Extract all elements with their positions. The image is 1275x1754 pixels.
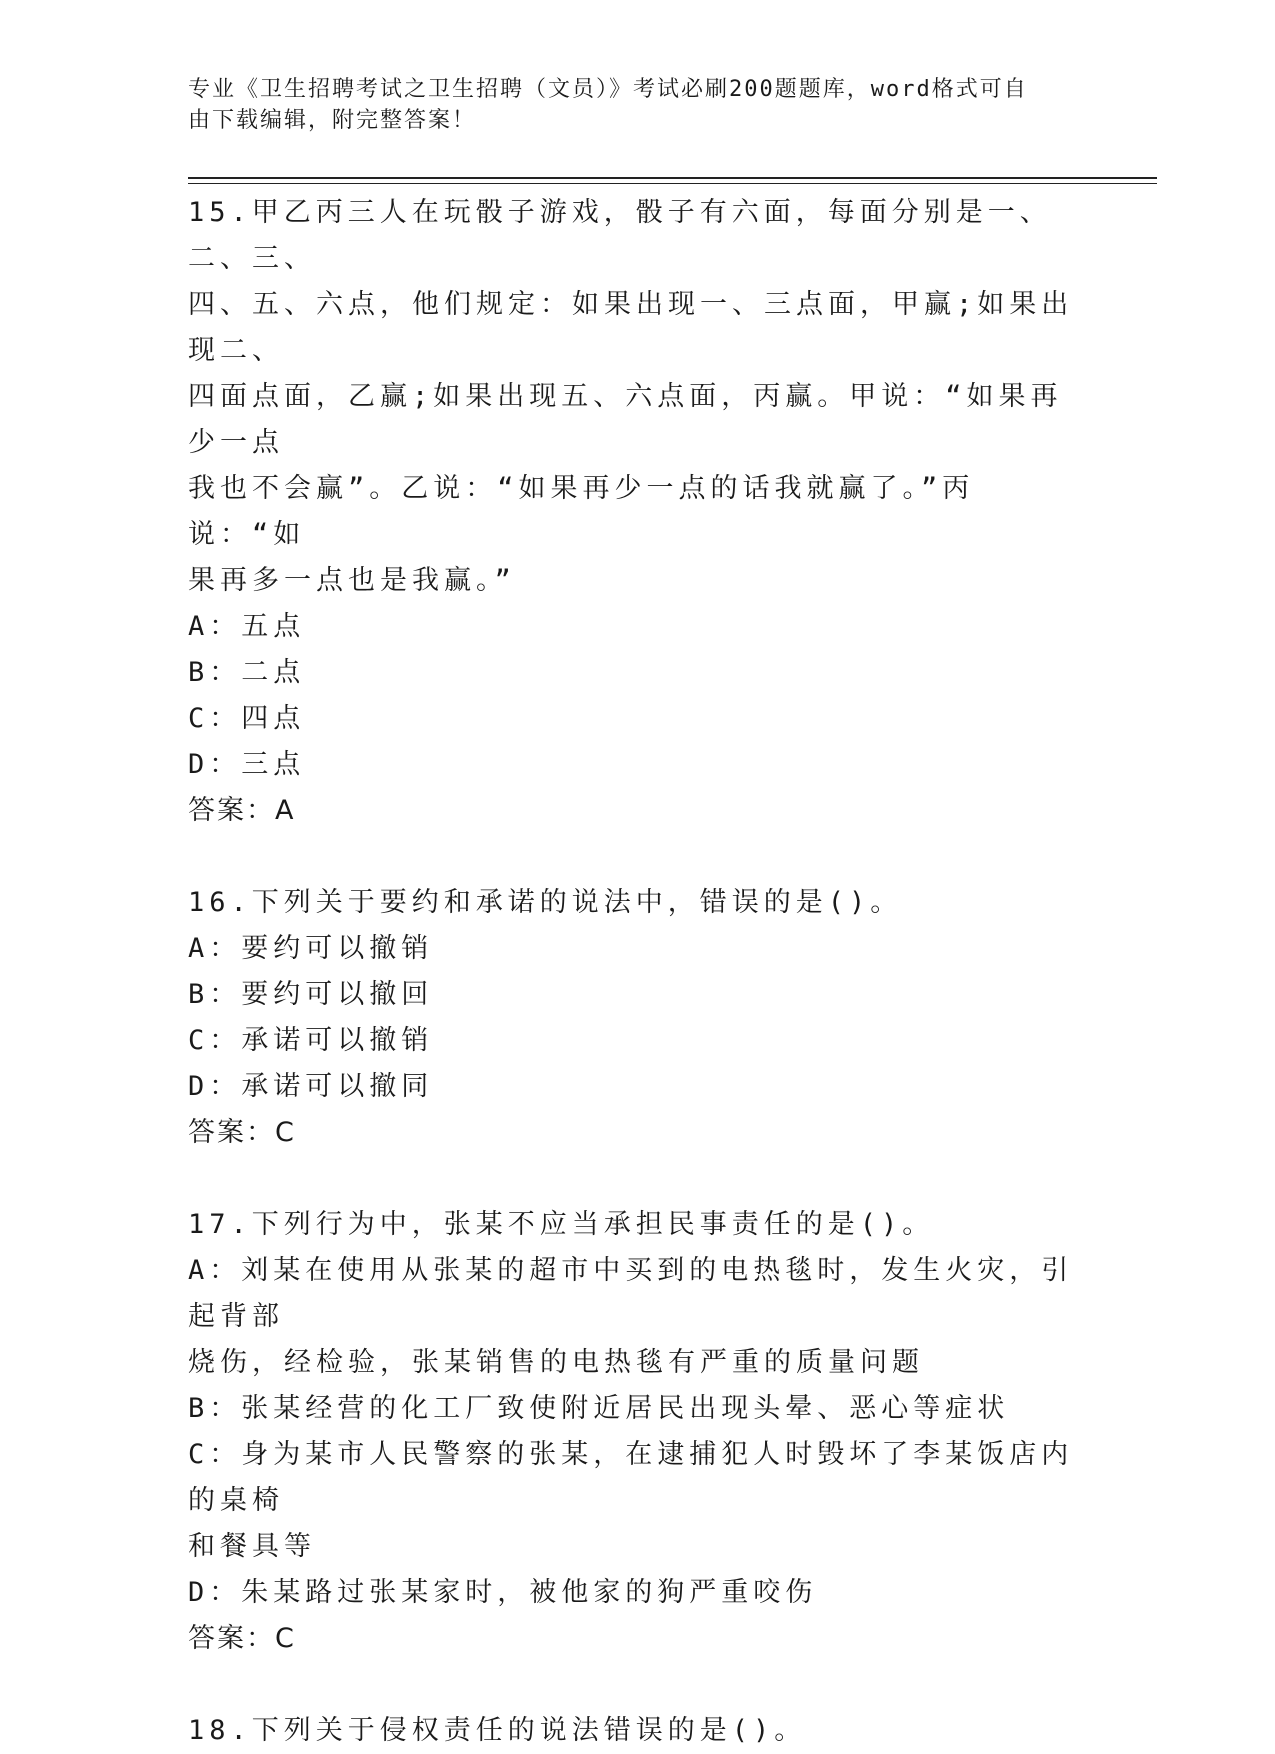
option-b: B：二点 <box>188 657 306 688</box>
question-18 <box>188 1708 1078 1754</box>
option-c-continued: 和餐具等 <box>188 1531 316 1562</box>
question-list <box>188 190 1078 1754</box>
answer-line: 答案：A <box>188 795 296 826</box>
question-stem-line: 我也不会赢”。乙说：“如果再少一点的话我就赢了。”丙说：“如 <box>188 473 975 550</box>
question-stem-line: 四、五、六点，他们规定：如果出现一、三点面，甲赢;如果出现二、 <box>188 289 1074 366</box>
header-line: 专业《卫生招聘考试之卫生招聘（文员）》考试必刷200题题库，word格式可自 <box>188 77 1028 102</box>
option-d: D：承诺可以撤同 <box>188 1071 434 1102</box>
question-15 <box>188 190 1078 834</box>
option-d: D：朱某路过张某家时，被他家的狗严重咬伤 <box>188 1577 818 1608</box>
question-stem-line: 四面点面，乙赢;如果出现五、六点面，丙赢。甲说：“如果再少一点 <box>188 381 1063 458</box>
question-stem-line: 15.甲乙丙三人在玩骰子游戏，骰子有六面，每面分别是一、二、三、 <box>188 197 1052 274</box>
option-a-continued: 烧伤，经检验，张某销售的电热毯有严重的质量问题 <box>188 1347 924 1378</box>
header-line: 由下载编辑，附完整答案！ <box>188 108 477 133</box>
question-stem-line: 18.下列关于侵权责任的说法错误的是()。 <box>188 1715 807 1746</box>
option-a: A：要约可以撤销 <box>188 933 434 964</box>
question-16 <box>188 880 1078 1156</box>
header-divider-thin <box>188 183 1157 184</box>
option-a: A：五点 <box>188 611 306 642</box>
document-header <box>188 74 1068 136</box>
option-c: C：承诺可以撤销 <box>188 1025 434 1056</box>
option-d: D：三点 <box>188 749 306 780</box>
answer-line: 答案：C <box>188 1623 296 1654</box>
question-stem-line: 果再多一点也是我赢。” <box>188 565 516 596</box>
option-c: C：身为某市人民警察的张某，在逮捕犯人时毁坏了李某饭店内的桌椅 <box>188 1439 1074 1516</box>
header-divider-thick <box>188 177 1157 179</box>
option-a: A：刘某在使用从张某的超市中买到的电热毯时，发生火灾，引起背部 <box>188 1255 1074 1332</box>
question-stem-line: 16.下列关于要约和承诺的说法中，错误的是()。 <box>188 887 903 918</box>
answer-line: 答案：C <box>188 1117 296 1148</box>
question-17 <box>188 1202 1078 1662</box>
option-b: B：张某经营的化工厂致使附近居民出现头晕、恶心等症状 <box>188 1393 1010 1424</box>
option-b: B：要约可以撤回 <box>188 979 434 1010</box>
question-stem-line: 17.下列行为中，张某不应当承担民事责任的是()。 <box>188 1209 935 1240</box>
option-c: C：四点 <box>188 703 306 734</box>
